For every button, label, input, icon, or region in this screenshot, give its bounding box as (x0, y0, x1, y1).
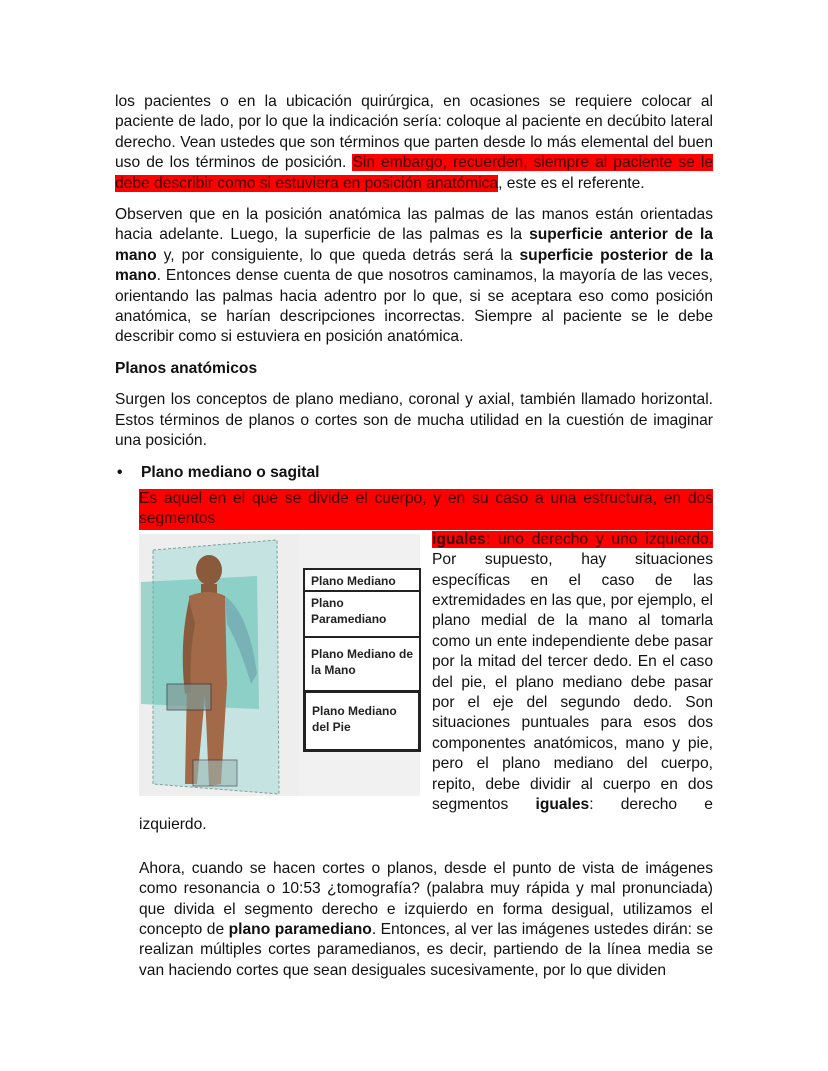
highlighted-text: Es aquel en el que se divide el cuerpo, y en su caso a una estructura, en dos segmentos (139, 489, 713, 530)
bullet-icon: • (117, 463, 123, 481)
anatomical-planes-figure (139, 534, 420, 796)
paragraph-palms: Observen que en la posición anatómica las palmas de las manos están orientadas hacia adelante. Luego, la superficie de las palmas es la superficie anterior de la mano y, por consiguiente, lo que queda detrás será la superficie posterior de la mano. Entonces dense cuenta de que nosotros caminamos, la mayoría de las veces, orientando las palmas hacia adentro por lo que, si se aceptara eso como posición anatómica, se harían descripciones incorrectas. Siempre al paciente se le debe describir como si estuviera en posición anatómica. (115, 206, 714, 346)
bold-term: plano paramediano (228, 921, 372, 939)
highlighted-text: Sin embargo, recuerden, siempre al paciente se le debe describir como si estuviera en posición anatómica (115, 154, 713, 192)
section-heading: Planos anatómicos (115, 359, 258, 377)
bold-term: superficie anterior de la mano (115, 226, 713, 264)
bold-term: iguales (432, 530, 486, 548)
document-page (115, 92, 713, 992)
figure-label: Plano Mediano de la Mano (303, 636, 421, 692)
human-figure-planes-illustration (139, 534, 299, 796)
paragraph-paramedian: Ahora, cuando se hacen cortes o planos, desde el punto de vista de imágenes como resonancia o 10:53 ¿tomografía? (palabra muy rápida y mal pronunciada) que divida el segmento derecho e izquierdo en forma desigual, utilizamos el concepto de plano paramediano. Entonces, al ver las imágenes ustedes dirán: se realizan múltiples cortes paramedianos, es decir, partiendo de la línea media se van haciendo cortes que sean desiguales sucesivamente, por lo que dividen (139, 859, 713, 979)
figure-label: Plano Mediano (303, 568, 421, 592)
bullet-heading (115, 463, 713, 483)
bullet-content (139, 489, 713, 981)
bold-term: iguales (535, 796, 590, 813)
paragraph-median-plane (139, 489, 713, 530)
figure-label: Plano Paramediano (303, 590, 421, 638)
paragraph-patient-position: los pacientes o en la ubicación quirúrgica, en ocasiones se requiere colocar al paciente de lado, por lo que la indicación sería: coloque al paciente en decúbito lateral derecho. Vean ustedes que son términos que parten desde lo más elemental del buen uso de los términos de posición. Sin embargo, recuerden, siempre al paciente se le debe describir como si estuviera en posición anatómica, este es el referente. (115, 93, 713, 192)
bullet-title: Plano mediano o sagital (141, 463, 320, 481)
bold-term: superficie posterior de la mano (115, 246, 714, 285)
paragraph-planes-intro: Surgen los conceptos de plano mediano, coronal y axial, también llamado horizontal. Estos términos de planos o cortes son de mucha utilidad en la cuestión de imaginar una posición. (115, 391, 713, 450)
paragraph-median-plane-continued: iguales: uno derecho y uno izquierdo. Por supuesto, hay situaciones específicas en el caso de las extremidades en las que, por ejemplo, el plano medial de la mano al tomarla como un ente independiente debe pasar por la mitad del tercer dedo. En el caso del pie, el plano mediano debe pasar por el eje del segundo dedo. Son situaciones puntuales para esos dos componentes anatómicos, mano y pie, pero el plano mediano del cuerpo, repito, debe dividir al cuerpo en dos segmentos iguales: derecho e izquierdo. (139, 530, 713, 834)
figure-label: Plano Mediano del Pie (303, 690, 421, 752)
figure-legend (303, 570, 421, 752)
